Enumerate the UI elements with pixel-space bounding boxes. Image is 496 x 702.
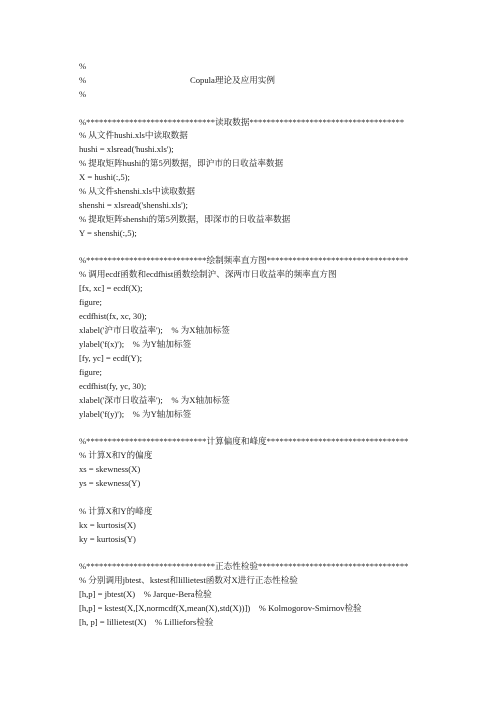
code-line: % xyxy=(79,75,87,85)
code-line: % 从文件hushi.xls中读取数据 xyxy=(79,130,188,140)
code-line: % xyxy=(79,61,87,71)
section-header: %******************************正态性检验*********************************** xyxy=(79,561,409,571)
code-line: [fy, yc] = ecdf(Y); xyxy=(79,353,142,363)
code-line: % 提取矩阵hushi的第5列数据，即沪市的日收益率数据 xyxy=(79,158,284,168)
code-line: hushi = xlsread('hushi.xls'); xyxy=(79,144,174,154)
code-line: ys = skewness(Y) xyxy=(79,478,141,488)
code-line: % xyxy=(79,89,87,99)
code-line: % 计算X和Y的峰度 xyxy=(79,506,153,516)
code-line: Y = shenshi(:,5); xyxy=(79,228,137,238)
code-line: [h, p] = lillietest(X) % Lilliefors检验 xyxy=(79,617,214,627)
code-line: ylabel('f(x)'); % 为Y轴加标签 xyxy=(79,339,192,349)
code-line: xs = skewness(X) xyxy=(79,464,141,474)
code-line: [h,p] = kstest(X,[X,normcdf(X,mean(X),std(X))]) % Kolmogorov-Smirnov检验 xyxy=(79,603,362,613)
code-line: X = hushi(:,5); xyxy=(79,172,130,182)
section-header: %****************************绘制频率直方图********************************* xyxy=(79,255,409,265)
code-line: ky = kurtosis(Y) xyxy=(79,534,136,544)
code-line: % 调用ecdf函数和ecdfhist函数绘制沪、深两市日收益率的频率直方图 xyxy=(79,269,337,279)
code-line: % 计算X和Y的偏度 xyxy=(79,450,153,460)
code-line: ylabel('f(y)'); % 为Y轴加标签 xyxy=(79,409,192,419)
code-line: kx = kurtosis(X) xyxy=(79,520,136,530)
code-line: [h,p] = jbtest(X) % Jarque-Bera检验 xyxy=(79,589,212,599)
code-line: ecdfhist(fx, xc, 30); xyxy=(79,311,147,321)
code-line: [fx, xc] = ecdf(X); xyxy=(79,283,143,293)
code-line: ecdfhist(fy, yc, 30); xyxy=(79,381,147,391)
code-line: xlabel('深市日收益率'); % 为X轴加标签 xyxy=(79,395,230,405)
code-line: % 分别调用jbtest、kstest和lillietest函数对X进行正态性检验 xyxy=(79,575,298,585)
code-line: figure; xyxy=(79,367,102,377)
section-header: %****************************计算偏度和峰度********************************* xyxy=(79,436,409,446)
document-title: Copula理论及应用实例 xyxy=(190,75,275,85)
code-line: shenshi = xlsread('shenshi.xls'); xyxy=(79,200,188,210)
code-line: xlabel('沪市日收益率'); % 为X轴加标签 xyxy=(79,325,230,335)
code-line: % 提取矩阵shenshi的第5列数据，即深市的日收益率数据 xyxy=(79,214,291,224)
code-line: % 从文件shenshi.xls中读取数据 xyxy=(79,186,196,196)
code-line: figure; xyxy=(79,297,102,307)
section-header: %******************************读取数据************************************ xyxy=(79,117,405,127)
